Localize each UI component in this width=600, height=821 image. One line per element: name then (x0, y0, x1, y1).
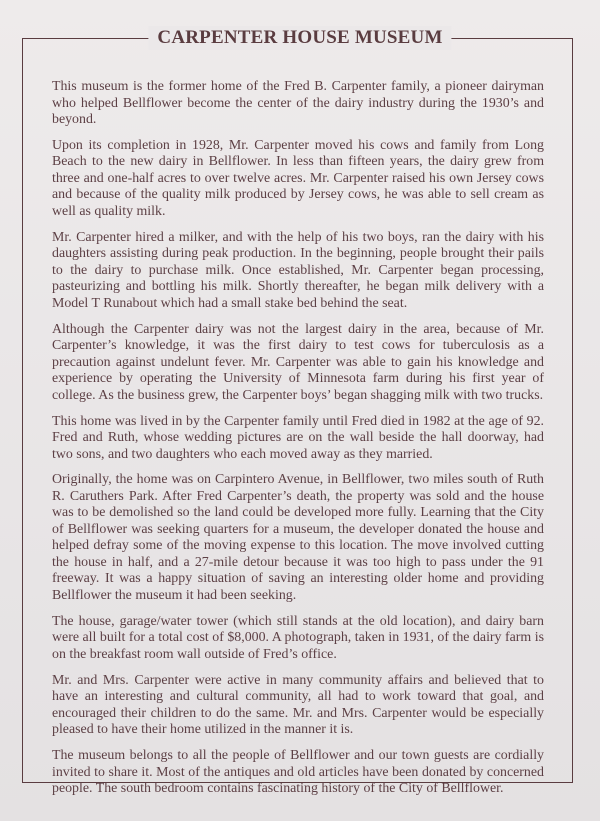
paragraph-9: The museum belongs to all the people of Bellflower and our town guests are cordially invited to share it. Most of the antiques and old articles have been donated by concerned people. The south bedroom contains fascinating history of the City of Bellflower. (52, 748, 544, 797)
paragraph-3: Mr. Carpenter hired a milker, and with the help of his two boys, ran the dairy with his daughters assisting during peak production. In the beginning, people brought their pails to the dairy to purchase milk. Once established, Mr. Carpenter began processing, pasteurizing and bottling his milk. Shortly thereafter, he began milk delivery with a Model T Runabout which had a small stake bed behind the seat. (52, 229, 544, 311)
paragraph-8: Mr. and Mrs. Carpenter were active in many community affairs and believed that to have an interesting and cultural community, all had to work toward that goal, and encouraged their children to do the same. Mr. and Mrs. Carpenter would be especially pleased to have their home utilized in the manner it is. (52, 672, 544, 738)
paragraph-4: Although the Carpenter dairy was not the largest dairy in the area, because of Mr. Carpenter’s knowledge, it was the first dairy to test cows for tuberculosis as a precaution against undelunt fever. Mr. Carpenter was able to gain his knowledge and experience by operating the University of Minnesota farm during his first year of college. As the business grew, the Carpenter boys’ began shagging milk with two trucks. (52, 321, 544, 403)
document-title: CARPENTER HOUSE MUSEUM (148, 26, 451, 50)
paragraph-1: This museum is the former home of the Fred B. Carpenter family, a pioneer dairyman who helped Bellflower become the center of the dairy industry during the 1930’s and beyond. (52, 79, 544, 127)
paragraph-5: This home was lived in by the Carpenter family until Fred died in 1982 at the age of 92. Fred and Ruth, whose wedding pictures are on the wall beside the hall doorway, had two sons, and two daughters who each moved away as they married. (52, 413, 544, 462)
paragraph-6: Originally, the home was on Carpintero Avenue, in Bellflower, two miles south of Ruth R. Caruthers Park. After Fred Carpenter’s death, the property was sold and the house was to be demolished so the land could be developed more fully. Learning that the City of Bellflower was seeking quarters for a museum, the developer donated the house and helped defray some of the moving expense to this location. The move involved cutting the house in half, and a 27-mile detour because it was too high to pass under the 91 freeway. It was a happy situation of saving an interesting older home and providing Bellflower the museum it had been seeking. (52, 472, 544, 603)
paragraph-7: The house, garage/water tower (which still stands at the old location), and dairy barn were all built for a total cost of $8,000. A photograph, taken in 1931, of the dairy farm is on the breakfast room wall outside of Fred’s office. (52, 613, 544, 662)
document-body (52, 79, 544, 807)
paragraph-2: Upon its completion in 1928, Mr. Carpenter moved his cows and family from Long Beach to the new dairy in Bellflower. In less than fifteen years, the dairy grew from three and one-half acres to over twelve acres. Mr. Carpenter raised his own Jersey cows and because of the quality milk produced by Jersey cows, he was able to sell cream as well as quality milk. (52, 137, 544, 219)
